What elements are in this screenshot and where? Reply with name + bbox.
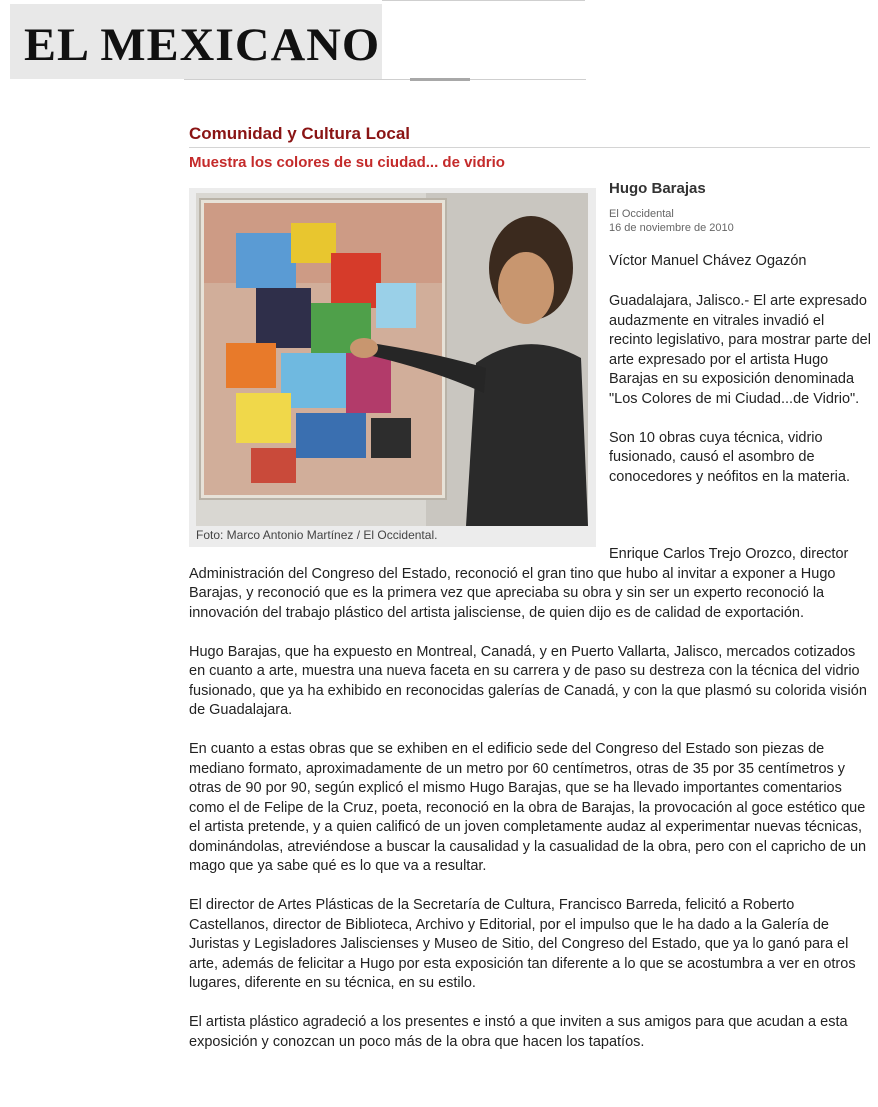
masthead-rule-mark — [410, 78, 470, 81]
glass-piece — [226, 343, 276, 388]
glass-piece — [296, 413, 366, 458]
glass-piece — [371, 418, 411, 458]
glass-piece — [236, 233, 296, 288]
article-paragraph: El director de Artes Plásticas de la Secretaría de Cultura, Francisco Barreda, felicitó a Roberto Castellanos, director de Biblioteca, Archivo y Editorial, por el impulso que le ha dado a la Galería de Juristas y Legisladores Jaliscienses y Museo de Sitio, del Congreso del Estado, que ya lo ganó para el arte, además de felicitar a Hugo por esta exposición tan diferente a lo que se acostumbra a ver en otros lugares, diferente en su técnica, en su estilo. — [189, 897, 856, 991]
section-title: Comunidad y Cultura Local — [189, 124, 411, 143]
article-meta — [609, 207, 734, 235]
article-photo — [189, 188, 596, 547]
article-paragraph: El artista plástico agradeció a los presentes e instó a que inviten a sus amigos para que acudan a esta exposición y conozcan un poco más de la obra que hacen los tapatíos. — [189, 1014, 848, 1050]
photo-caption: Foto: Marco Antonio Martínez / El Occidental. — [196, 528, 438, 542]
article-body-side — [609, 292, 871, 507]
article-paragraph: Hugo Barajas, que ha expuesto en Montreal, Canadá, y en Puerto Vallarta, Jalisco, mercados cotizados en cuanto a arte, muestra una nueva faceta en su carrera y de paso su destreza con la técnica del vidrio fusionado, que ya ha exhibido en reconocidas galerías de Canadá, y con la que plasmó su colorida visión de Guadalajara. — [189, 643, 867, 718]
article-paragraph: En cuanto a estas obras que se exhiben en el edificio sede del Congreso del Estado son piezas de mediano formato, aproximadamente de un metro por 60 centímetros, otras de 35 por 35 centímetros y otras de 90 por 90, según explicó el mismo Hugo Barajas, que se ha llevado importantes comentarios como el de Felipe de la Cruz, poeta, reconoció en la obra de Barajas, la provocación al goce estético que el artista pretende, y a quien calificó de un joven completamente audaz al experimentar nuevas técnicas, dominándolas, atreviéndose a buscar la causalidad y la casualidad de la obra, pero con el capricho de un mago que ya sabe qué es lo que va a resultar. — [189, 741, 867, 874]
glass-piece — [291, 223, 336, 263]
masthead-bottom-rule — [184, 79, 586, 80]
article-byline: Víctor Manuel Chávez Ogazón — [609, 253, 807, 269]
article-paragraph: Guadalajara, Jalisco.- El arte expresado audazmente en vitrales invadió el recinto legislativo, para mostrar parte del arte expresado por el artista Hugo Barajas en su exposición denominada "Los Colores de mi Ciudad...de Vidrio". — [609, 293, 871, 407]
person-face — [498, 252, 554, 324]
photo-image — [196, 193, 588, 526]
article-source: El Occidental — [609, 208, 674, 220]
article-paragraph: Enrique Carlos Trejo Orozco, director Administración del Congreso del Estado, reconoció el gran tino que hubo al invitar a exponer a Hugo Barajas, y reconoció que es la primera vez que apreciaba su obra y sin ser un experto reconoció la innovación del trabajo plástico del artista jalisciense, de quien dijo es de calidad de exportación. — [189, 546, 849, 621]
person-hand — [350, 338, 378, 358]
glass-piece — [251, 448, 296, 483]
glass-piece — [376, 283, 416, 328]
masthead-title: EL MEXICANO — [24, 19, 381, 71]
glass-piece — [331, 253, 381, 308]
section-divider — [189, 147, 870, 148]
glass-piece — [346, 353, 391, 413]
glass-piece — [236, 393, 291, 443]
article-body — [189, 545, 873, 1072]
article-headline: Muestra los colores de su ciudad... de vidrio — [189, 154, 505, 171]
article-date: 16 de noviembre de 2010 — [609, 222, 734, 234]
article-paragraph: Son 10 obras cuya técnica, vidrio fusionado, causó el asombro de conocedores y neófitos en la materia. — [609, 429, 850, 485]
article-author: Hugo Barajas — [609, 180, 706, 197]
masthead-logo — [10, 4, 382, 79]
masthead-top-rule — [382, 0, 585, 1]
glass-piece — [256, 288, 311, 348]
